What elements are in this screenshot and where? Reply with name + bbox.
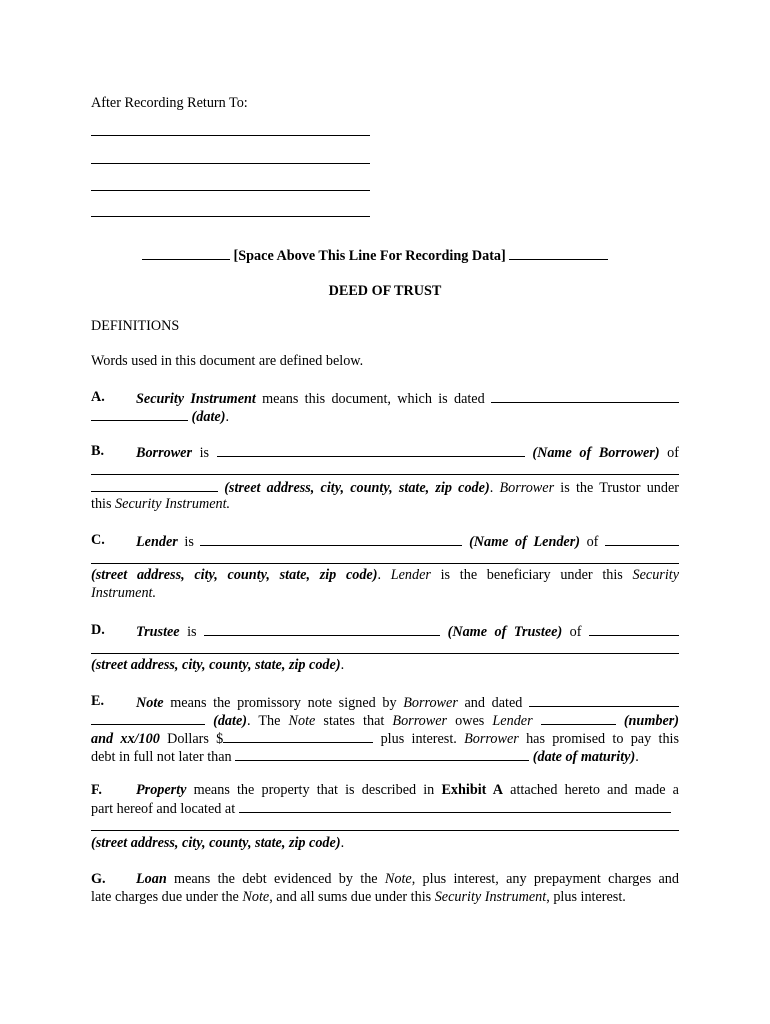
definition-f-text1b: attached hereto and made a xyxy=(503,782,679,798)
definition-e-text3: Dollars $ xyxy=(159,731,224,747)
definition-f xyxy=(91,782,679,854)
definition-e-text2: . The xyxy=(246,713,289,729)
borrower-name-hint: (Name of Borrower) xyxy=(532,445,660,461)
lender-address-field[interactable] xyxy=(605,532,679,546)
amount-words-field[interactable] xyxy=(541,711,616,725)
trustee-name-field[interactable] xyxy=(204,622,440,636)
definition-e-end: . xyxy=(635,749,639,765)
definition-e-note: Note xyxy=(288,713,316,729)
exhibit-a: Exhibit A xyxy=(441,782,503,798)
definition-d-end: . xyxy=(340,657,345,673)
borrower-address-field[interactable] xyxy=(91,474,679,475)
definition-c-term3: Security xyxy=(632,567,679,583)
definition-e-term: Note xyxy=(136,695,164,711)
return-to-label: After Recording Return To: xyxy=(91,95,248,111)
definition-b-is: is xyxy=(191,445,217,461)
security-instrument-date-field[interactable] xyxy=(491,389,679,403)
definition-c-of: of xyxy=(579,534,605,550)
definition-e-line-2 xyxy=(91,711,679,731)
property-address-hint: (street address, city, county, state, zip code) xyxy=(91,835,341,851)
definition-e-borrower: Borrower xyxy=(403,695,458,711)
definition-a-line-2 xyxy=(91,407,679,427)
definition-f-line-2 xyxy=(91,799,679,819)
definition-g-text2: late charges due under the xyxy=(91,889,243,905)
maturity-date-field[interactable] xyxy=(235,747,529,761)
definition-d-line-1 xyxy=(136,622,679,642)
definition-d-is: is xyxy=(179,624,205,640)
definition-f-line-1 xyxy=(136,782,679,800)
definition-e-text2b: states that xyxy=(315,713,393,729)
definition-g-line-2 xyxy=(91,889,679,907)
property-address-field[interactable] xyxy=(239,799,671,813)
trustee-name-hint: (Name of Trustee) xyxy=(447,624,563,640)
definition-g-text1: means the debt evidenced by the xyxy=(166,871,385,887)
definition-e-text3b: plus interest. xyxy=(373,731,465,747)
definition-c-line-4 xyxy=(91,585,679,603)
definition-c-line-3 xyxy=(91,567,679,585)
recording-blank-right xyxy=(509,246,608,260)
definition-d-letter: D. xyxy=(91,622,105,638)
definition-c-line-1 xyxy=(136,532,679,552)
borrower-name-field[interactable] xyxy=(217,443,525,457)
definition-c-text2: is the beneficiary under this xyxy=(430,567,633,583)
recording-space-text: [Space Above This Line For Recording Data] xyxy=(233,248,506,264)
security-instrument-date-field-cont[interactable] xyxy=(91,407,188,421)
definition-e-text1: means the promissory note signed by xyxy=(163,695,404,711)
definition-g-note: Note xyxy=(384,871,412,887)
definition-b xyxy=(91,443,679,513)
definition-c-is: is xyxy=(177,534,201,550)
definition-f-letter: F. xyxy=(91,782,102,798)
definition-g xyxy=(91,871,679,911)
definition-d xyxy=(91,622,679,674)
property-address-field-cont[interactable] xyxy=(91,830,679,831)
definition-e-text4: debt in full not later than xyxy=(91,749,236,765)
definition-e-borrower3: Borrower xyxy=(464,731,519,747)
definition-c-letter: C. xyxy=(91,532,105,548)
definition-b-term: Borrower xyxy=(136,445,192,461)
definition-g-line-1 xyxy=(136,871,679,889)
trustee-address-field-cont[interactable] xyxy=(91,653,679,654)
definition-d-line-3 xyxy=(91,657,679,675)
definition-b-letter: B. xyxy=(91,443,105,459)
definition-b-line-1 xyxy=(136,443,679,463)
definitions-heading: DEFINITIONS xyxy=(91,318,180,334)
definition-e-text2c: owes xyxy=(447,713,493,729)
definition-c-term: Lender xyxy=(136,534,178,550)
trustee-address-hint: (street address, city, county, state, zip code) xyxy=(91,657,341,673)
definition-e-line-3 xyxy=(91,729,679,749)
definition-b-dot: . xyxy=(489,480,500,496)
definition-g-security-instrument: Security Instrument xyxy=(434,889,547,905)
return-address-line-2[interactable] xyxy=(91,163,370,164)
definition-b-text3: this xyxy=(91,496,116,512)
recording-space-line xyxy=(142,246,608,266)
definition-a-term: Security Instrument xyxy=(136,391,256,407)
definition-e-line-4 xyxy=(91,747,679,767)
trustee-address-field[interactable] xyxy=(589,622,679,636)
borrower-address-hint: (street address, city, county, state, zip code) xyxy=(224,480,490,496)
definition-a-line-1 xyxy=(136,389,679,409)
definition-e-letter: E. xyxy=(91,693,105,709)
definition-b-of: of xyxy=(659,445,679,461)
definition-f-text1: means the property that is described in xyxy=(186,782,442,798)
definition-g-text2c: , plus interest. xyxy=(546,889,626,905)
return-address-line-1[interactable] xyxy=(91,135,370,136)
recording-blank-left xyxy=(142,246,230,260)
lender-name-hint: (Name of Lender) xyxy=(469,534,580,550)
note-date-hint: (date) xyxy=(213,713,247,729)
definition-b-line-3 xyxy=(91,478,679,498)
note-date-field-cont[interactable] xyxy=(91,711,205,725)
amount-dollars-field[interactable] xyxy=(223,729,373,743)
return-address-line-3[interactable] xyxy=(91,190,370,191)
definition-e-text3c: has promised to pay this xyxy=(518,731,679,747)
definition-g-note2: Note xyxy=(242,889,270,905)
definition-c-term3b: Instrument. xyxy=(91,585,157,601)
note-date-field[interactable] xyxy=(529,693,679,707)
definition-a-end: . xyxy=(225,409,229,425)
borrower-address-field-cont[interactable] xyxy=(91,478,218,492)
definition-e-lender: Lender xyxy=(492,713,533,729)
date-hint: (date) xyxy=(191,409,226,425)
cents-hint: and xx/100 xyxy=(91,731,160,747)
definition-b-line-4 xyxy=(91,496,679,514)
number-hint: (number) xyxy=(623,713,679,729)
definition-e-text1b: and dated xyxy=(457,695,529,711)
definition-f-end: . xyxy=(340,835,345,851)
definition-f-line-4 xyxy=(91,835,679,853)
definition-b-term3: Security Instrument. xyxy=(115,496,231,512)
definition-e-borrower2: Borrower xyxy=(392,713,448,729)
lender-address-field-cont[interactable] xyxy=(91,563,679,564)
return-address-line-4[interactable] xyxy=(91,216,370,217)
definition-f-term: Property xyxy=(136,782,187,798)
definition-c-dot: . xyxy=(377,567,391,583)
lender-address-hint: (street address, city, county, state, zip code) xyxy=(91,567,378,583)
definition-g-letter: G. xyxy=(91,871,106,887)
lender-name-field[interactable] xyxy=(200,532,462,546)
definition-b-term2: Borrower xyxy=(499,480,555,496)
definition-a-letter: A. xyxy=(91,389,105,405)
definition-e xyxy=(91,693,679,768)
definition-g-term: Loan xyxy=(136,871,167,887)
definition-g-text2b: , and all sums due under this xyxy=(269,889,435,905)
definition-c-term2: Lender xyxy=(390,567,431,583)
definition-e-line-1 xyxy=(136,693,679,713)
maturity-hint: (date of maturity) xyxy=(532,749,636,765)
definition-d-of: of xyxy=(562,624,589,640)
definitions-intro: Words used in this document are defined below. xyxy=(91,353,364,369)
definition-g-text1b: , plus interest, any prepayment charges and xyxy=(411,871,679,887)
definition-d-term: Trustee xyxy=(136,624,180,640)
definition-f-text2: part hereof and located at xyxy=(91,801,239,817)
document-title: DEED OF TRUST xyxy=(328,283,442,299)
definition-a xyxy=(91,389,679,429)
definition-c xyxy=(91,532,679,602)
definition-a-text: means this document, which is dated xyxy=(255,391,491,407)
definition-b-text2: is the Trustor under xyxy=(554,480,680,496)
